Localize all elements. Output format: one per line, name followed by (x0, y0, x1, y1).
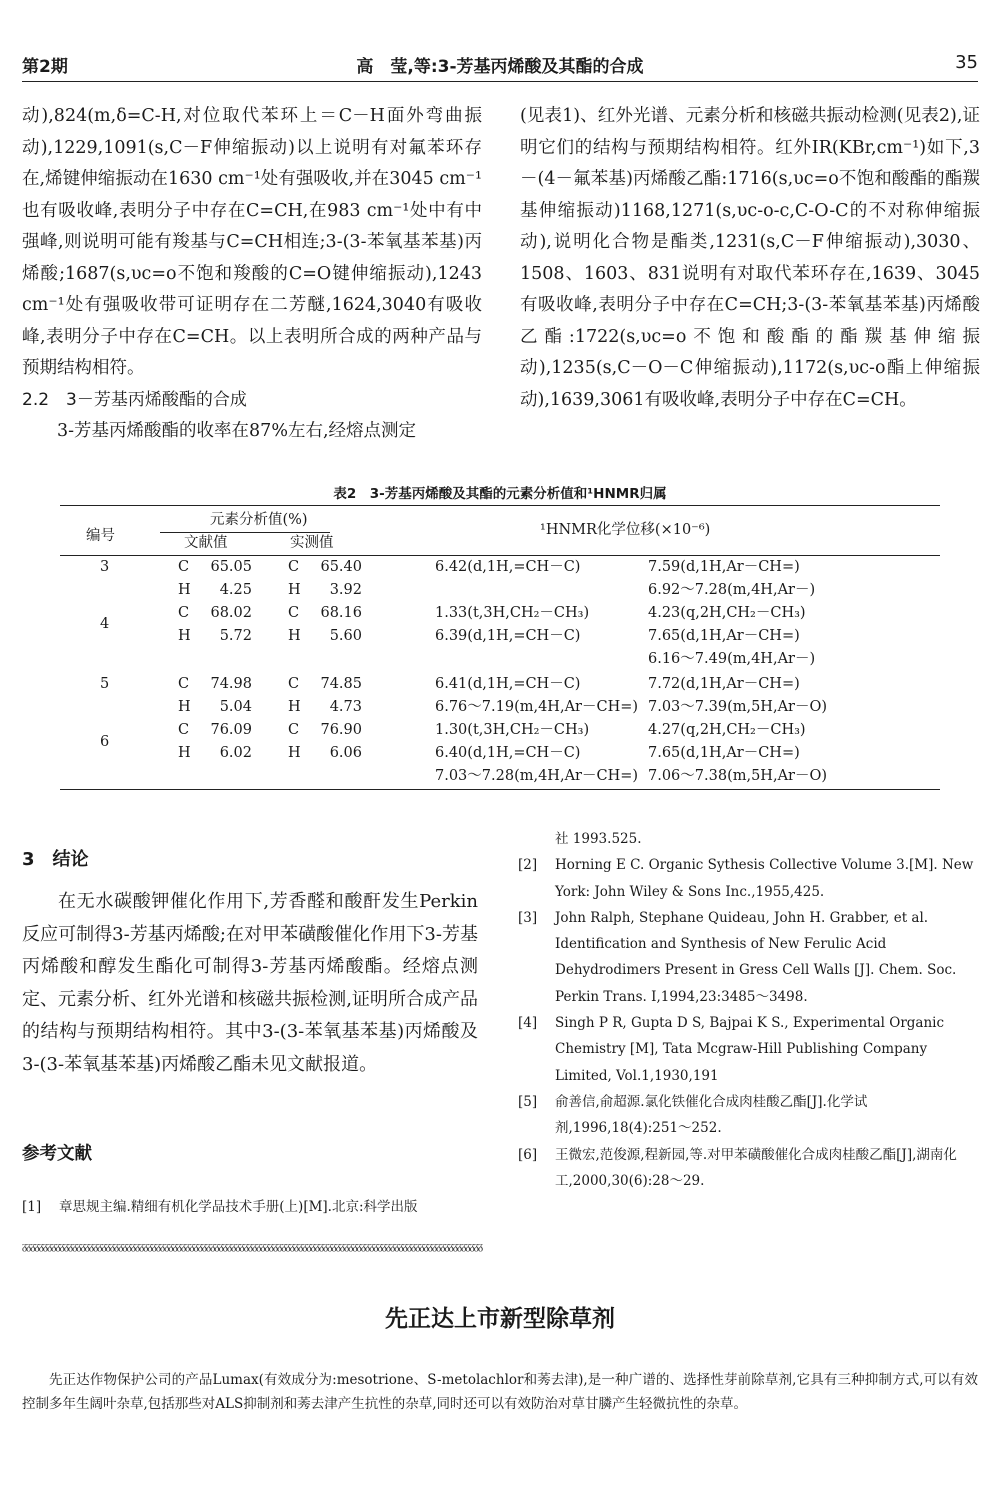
table-cell-v1: 6.02 (219, 745, 252, 761)
table-cell-v2: 6.06 (329, 745, 362, 761)
conclusion-text: 在无水碳酸钾催化作用下,芳香醛和酸酐发生Perkin反应可制得3-芳基丙烯酸;在对甲苯磺酸催化作用下3-芳基丙烯酸和醇发生酯化可制得3-芳基丙烯酸酯。经熔点测定、元素分析、红外光谱和核磁共振检测,证明所合成产品的结构与预期结构相符。其中3-(3-苯氧基苯基)丙烯酸及3-(3-苯氧基苯基)丙烯酸乙酯未见文献报道。 (22, 891, 478, 1075)
compound-id-6: 6 (100, 734, 110, 750)
table-caption: 表2 3-芳基丙烯酸及其酯的元素分析值和¹HNMR归属 (333, 486, 667, 502)
reference-text: John Ralph, Stephane Quideau, John H. Grabber, et al. Identification and Synthesis of New Ferulic Acid Dehydrodimers Present in Gress Cell Walls [J]. Chem. Soc. Perkin Trans. I,1994,23:3485～3498. (555, 909, 957, 1005)
news-title: 先正达上市新型除草剂 (385, 1306, 615, 1332)
news-body (22, 1368, 978, 1416)
table-cell-v1: 76.09 (210, 722, 252, 738)
table-cell-n2: 4.23(q,2H,CH₂－CH₃) (648, 605, 806, 621)
header-elemental: 元素分析值(%) (210, 512, 308, 528)
table-cell-n2: 7.65(d,1H,Ar－CH=) (648, 628, 800, 644)
page-number: 35 (955, 52, 978, 73)
decorative-divider: ᵹᵹᵹᵹᵹᵹᵹᵹᵹᵹᵹᵹᵹᵹᵹᵹᵹᵹᵹᵹᵹᵹᵹᵹᵹᵹᵹᵹᵹᵹᵹᵹᵹᵹᵹᵹᵹᵹᵹᵹᵹᵹᵹᵹᵹᵹᵹᵹᵹᵹᵹᵹᵹᵹᵹᵹᵹᵹᵹᵹᵹᵹᵹᵹᵹᵹᵹᵹᵹᵹᵹᵹᵹᵹᵹᵹᵹᵹᵹᵹᵹᵹᵹᵹᵹᵹᵹᵹᵹᵹᵹᵹᵹᵹᵹᵹᵹᵹᵹᵹᵹᵹᵹᵹᵹᵹᵹᵹᵹᵹ (22, 1240, 483, 1252)
table-cell-v2: 74.85 (320, 676, 362, 692)
table-cell-n1: 1.30(t,3H,CH₂－CH₃) (435, 722, 590, 738)
reference-number: [4] (518, 1015, 538, 1032)
table-cell-e2: H (288, 699, 301, 715)
table-bottom-rule (60, 789, 940, 790)
reference-number: [3] (518, 909, 538, 926)
table-cell-e2: H (288, 582, 301, 598)
table-cell-v2: 68.16 (320, 605, 362, 621)
table-cell-e1: C (178, 605, 190, 621)
references-heading: 参考文献 (22, 1144, 92, 1164)
table-cell-e1: C (178, 676, 190, 692)
table-cell-n1: 6.76～7.19(m,4H,Ar－CH=) (435, 699, 639, 715)
table-cell-v1: 74.98 (210, 676, 252, 692)
table-cell-e1: H (178, 699, 191, 715)
table-cell-n1: 7.03～7.28(m,4H,Ar－CH=) (435, 768, 639, 784)
table-cell-n1: 6.40(d,1H,=CH－C) (435, 745, 581, 761)
header-rule (22, 81, 978, 82)
header-literature: 文献值 (184, 535, 228, 551)
reference-4 (518, 1010, 980, 1089)
table-cell-e1: C (178, 722, 190, 738)
compound-id-5: 5 (100, 676, 110, 692)
references-right-column (518, 826, 980, 1194)
table-cell-n1: 1.33(t,3H,CH₂－CH₃) (435, 605, 590, 621)
table-cell-n2: 7.65(d,1H,Ar－CH=) (648, 745, 800, 761)
reference-text: 章思规主编.精细有机化学品技术手册(上)[M].北京:科学出版 (59, 1199, 418, 1215)
table-cell-v1: 68.02 (210, 605, 252, 621)
table-cell-e1: C (178, 559, 190, 575)
conclusion-body (22, 886, 478, 1081)
reference-3 (518, 905, 980, 1010)
table-cell-v2: 5.60 (329, 628, 362, 644)
table-cell-n2: 7.72(d,1H,Ar－CH=) (648, 676, 800, 692)
table-cell-v1: 65.05 (210, 559, 252, 575)
table-cell-v1: 5.04 (219, 699, 252, 715)
right-column (520, 101, 980, 416)
reference-text: 俞善信,俞超源.氯化铁催化合成肉桂酸乙酯[J].化学试剂,1996,18(4):251～252. (555, 1093, 868, 1137)
table-cell-n1: 6.39(d,1H,=CH－C) (435, 628, 581, 644)
reference-5 (518, 1089, 980, 1142)
table-cell-n2: 7.59(d,1H,Ar－CH=) (648, 559, 800, 575)
compound-id-3: 3 (100, 559, 110, 575)
body-paragraph: 3-芳基丙烯酸酯的收率在87%左右,经熔点测定 (57, 421, 417, 441)
table-cell-e2: C (288, 722, 300, 738)
table-cell-n2: 4.27(q,2H,CH₂－CH₃) (648, 722, 806, 738)
table-cell-v2: 3.92 (329, 582, 362, 598)
data-table (60, 505, 940, 795)
table-cell-e2: C (288, 605, 300, 621)
table-cell-e2: H (288, 745, 301, 761)
conclusion-heading: 3 结论 (22, 849, 89, 870)
table-cell-e2: C (288, 559, 300, 575)
reference-1-continued (518, 826, 980, 852)
issue-label: 第2期 (22, 57, 68, 77)
reference-text: 社 1993.525. (555, 831, 642, 847)
running-header (22, 48, 978, 78)
table-cell-e2: C (288, 676, 300, 692)
reference-text: Horning E C. Organic Sythesis Collective Volume 3.[M]. New York: John Wiley & Sons Inc.,1955,425. (555, 857, 974, 900)
left-column (22, 101, 482, 448)
header-found: 实测值 (290, 535, 334, 551)
table-cell-e2: H (288, 628, 301, 644)
header-id: 编号 (86, 528, 115, 544)
header-nmr: ¹HNMR化学位移(×10⁻⁶) (540, 522, 711, 538)
reference-number: [2] (518, 857, 538, 874)
reference-number: [1] (22, 1199, 42, 1215)
table-cell-v2: 4.73 (329, 699, 362, 715)
table-cell-e1: H (178, 582, 191, 598)
table-cell-v2: 65.40 (320, 559, 362, 575)
reference-text: 王微宏,范俊源,程新园,等.对甲苯磺酸催化合成肉桂酸乙酯[J],湖南化工,2000,30(6):28～29. (555, 1146, 957, 1189)
table-cell-n1: 6.41(d,1H,=CH－C) (435, 676, 581, 692)
news-text: 先正达作物保护公司的产品Lumax(有效成分为:mesotrione、S-metolachlor和莠去津),是一种广谱的、选择性芽前除草剂,它具有三种抑制方式,可以有效控制多年生阔叶杂草,包括那些对ALS抑制剂和莠去津产生抗性的杂草,同时还可以有效防治对草甘膦产生轻微抗性的杂草。 (22, 1372, 978, 1412)
table-cell-n2: 7.03～7.39(m,5H,Ar－O) (648, 699, 828, 715)
reference-2 (518, 852, 980, 905)
table-cell-n1: 6.42(d,1H,=CH－C) (435, 559, 581, 575)
table-top-rule (60, 505, 940, 506)
table-cell-n2: 6.16～7.49(m,4H,Ar－) (648, 651, 816, 667)
section-heading: 2.2 3－芳基丙烯酸酯的合成 (22, 389, 247, 410)
reference-number: [6] (518, 1146, 538, 1163)
reference-1 (22, 1195, 492, 1219)
table-cell-n2: 6.92～7.28(m,4H,Ar－) (648, 582, 816, 598)
table-cell-v1: 4.25 (219, 582, 252, 598)
running-title: 高 莹,等:3-芳基丙烯酸及其酯的合成 (356, 57, 644, 77)
compound-id-4: 4 (100, 616, 110, 632)
table-cell-n2: 7.06～7.38(m,5H,Ar－O) (648, 768, 828, 784)
table-cell-v2: 76.90 (320, 722, 362, 738)
reference-text: Singh P R, Gupta D S, Bajpai K S., Experimental Organic Chemistry [M], Tata Mcgraw-Hill Publishing Company Limited, Vol.1,1930,191 (555, 1015, 945, 1084)
table-cell-e1: H (178, 745, 191, 761)
reference-number: [5] (518, 1093, 538, 1110)
reference-6 (518, 1142, 980, 1195)
body-paragraph: (见表1)、红外光谱、元素分析和核磁共振动检测(见表2),证明它们的结构与预期结构相符。红外IR(KBr,cm⁻¹)如下,3－(4－氟苯基)丙烯酸乙酯:1716(s,υc=o不饱和酸酯的酯羰基伸缩振动)1168,1271(s,υc-o-c,C-O-C的不对称伸缩振动),说明化合物是酯类,1231(s,C－F伸缩振动),3030、1508、1603、831说明有对取代苯环存在,1639、3045有吸收峰,表明分子中存在C=CH;3-(3-苯氧基苯基)丙烯酸乙酯:1722(s,υc=o不饱和酸酯的酯羰基伸缩振动),1235(s,C－O－C伸缩振动),1172(s,υc-o酯上伸缩振动),1639,3061有吸收峰,表明分子中存在C=CH。 (520, 106, 980, 410)
table-cell-e1: H (178, 628, 191, 644)
body-paragraph: 动),824(m,δ=C-H,对位取代苯环上＝C－H面外弯曲振动),1229,1091(s,C－F伸缩振动)以上说明有对氟苯环存在,烯键伸缩振动在1630 cm⁻¹处有强吸收,并在3045 cm⁻¹也有吸收峰,表明分子中存在C=CH,在983 cm⁻¹处中有中强峰,则说明可能有羧基与C=CH相连;3-(3-苯氧基苯基)丙烯酸;1687(s,υc=o不饱和羧酸的C=O键伸缩振动),1243 cm⁻¹处有强吸收带可证明存在二芳醚,1624,3040有吸收峰,表明分子中存在C=CH。以上表明所合成的两种产品与预期结构相符。 (22, 106, 482, 378)
table-cell-v1: 5.72 (219, 628, 252, 644)
